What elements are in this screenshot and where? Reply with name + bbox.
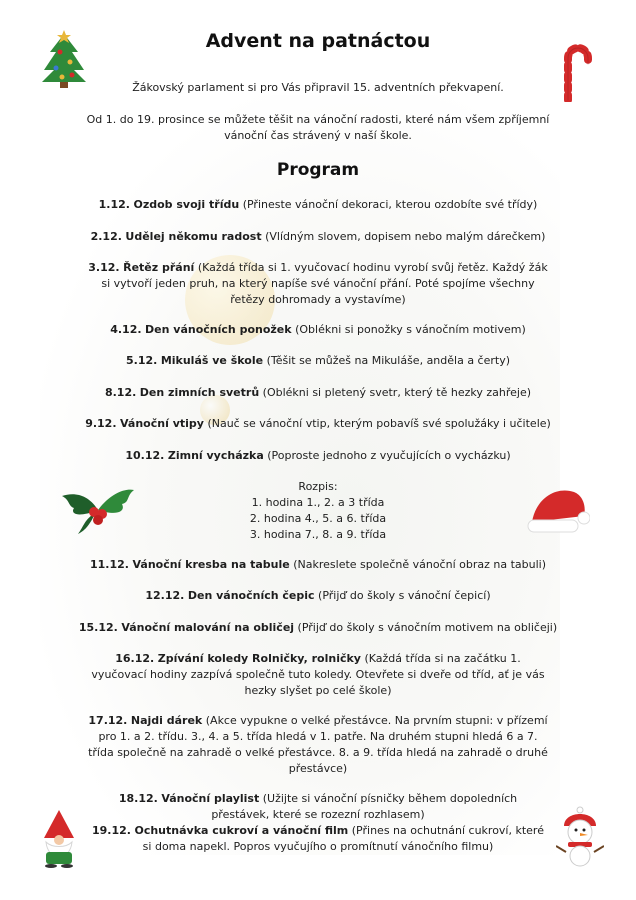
item-desc: (Nakreslete společně vánoční obraz na tabuli) <box>293 558 546 571</box>
program-item <box>86 651 550 699</box>
schedule-row: 2. hodina 4., 5. a 6. třída <box>249 512 387 525</box>
item-desc: (Přijď do školy s vánočním motivem na obličeji) <box>297 621 558 634</box>
item-desc: (Nauč se vánoční vtip, kterým pobavíš své spolužáky i učitele) <box>207 417 551 430</box>
item-name: Ochutnávka cukroví a vánoční film <box>134 824 349 837</box>
item-date: 17.12. <box>88 714 128 727</box>
item-name: Den zimních svetrů <box>139 386 260 399</box>
item-date: 15.12. <box>78 621 118 634</box>
item-name: Den vánočních ponožek <box>145 323 292 336</box>
item-desc: (Oblékni si pletený svetr, který tě hezky zahřeje) <box>262 386 532 399</box>
item-desc: (Přines na ochutnání cukroví, které si doma napekl. Popros vyučujího o promítnutí vánočního filmu) <box>142 824 544 853</box>
item-desc: (Užijte si vánoční písničky během dopoledních přestávek, které se rozezní rozhlasem) <box>211 792 518 821</box>
program-item <box>92 823 544 855</box>
schedule-row: 1. hodina 1., 2. a 3 třída <box>251 496 385 509</box>
item-date: 16.12. <box>115 652 155 665</box>
gnome-icon <box>38 808 80 868</box>
item-name: Najdi dárek <box>130 714 203 727</box>
item-name: Den vánočních čepic <box>187 589 315 602</box>
item-date: 18.12. <box>118 792 158 805</box>
item-name: Vánoční playlist <box>161 792 260 805</box>
item-name: Řetěz přání <box>123 261 195 274</box>
item-date: 12.12. <box>145 589 185 602</box>
program-item <box>60 416 576 432</box>
item-desc: (Každá třída si na začátku 1. vyučovací hodiny zazpívá společně tuto koledy. Otevřete si dveře od tříd, ať je vás hezky slyšet po celé škole) <box>91 652 545 697</box>
schedule-row: 3. hodina 7., 8. a 9. třída <box>249 528 387 541</box>
program-item <box>70 557 566 573</box>
intro-text: Od 1. do 19. prosince se můžete těšit na vánoční radosti, které nám všem zpříjemní vánoční čas strávený v naší škole. <box>86 113 550 142</box>
item-desc: (Oblékni si ponožky s vánočním motivem) <box>295 323 526 336</box>
item-desc: (Vlídným slovem, dopisem nebo malým dárečkem) <box>265 230 546 243</box>
item-name: Udělej někomu radost <box>125 230 262 243</box>
item-date: 10.12. <box>125 449 165 462</box>
program-item <box>80 353 556 369</box>
item-date: 2.12. <box>90 230 122 243</box>
item-name: Vánoční kresba na tabule <box>132 558 290 571</box>
item-desc: (Každá třída si 1. vyučovací hodinu vyrobí svůj řetěz. Každý žák si vytvoří jeden pruh, na který napíše své vánoční přání. Poté spojíme všechny řetězy dohromady a vystavíme) <box>101 261 548 306</box>
snowman-icon <box>556 806 604 868</box>
program-item <box>80 322 556 338</box>
intro-text: Žákovský parlament si pro Vás připravil 15. adventních překvapení. <box>132 81 504 94</box>
program-item <box>80 588 556 604</box>
item-name: Mikuláš ve škole <box>160 354 264 367</box>
item-date: 4.12. <box>110 323 142 336</box>
item-date: 19.12. <box>92 824 131 837</box>
item-desc: (Přijď do školy s vánoční čepicí) <box>318 589 491 602</box>
item-name: Vánoční malování na obličej <box>121 621 295 634</box>
item-desc: (Poproste jednoho z vyučujících o vycházku) <box>267 449 511 462</box>
item-date: 11.12. <box>90 558 129 571</box>
schedule-label: Rozpis: <box>298 480 338 493</box>
item-date: 5.12. <box>125 354 158 367</box>
item-name: Zimní vycházka <box>167 449 264 462</box>
program-item <box>86 713 550 777</box>
schedule-block <box>0 479 636 543</box>
program-item <box>80 229 556 245</box>
item-desc: (Akce vypukne o velké přestávce. Na prvním stupni: v přízemí pro 1. a 2. třídu. 3., 4. a 5. třída hledá v 1. patře. Na druhém stupni hledá 6 a 7. třída společně na zahradě o velké přestávce. 8. a 9. třída hledá na zahradě o druhé přestávce) <box>88 714 548 775</box>
item-name: Zpívání koledy Rolničky, rolničky <box>157 652 361 665</box>
item-desc: (Těšit se můžeš na Mikuláše, anděla a čerty) <box>266 354 511 367</box>
program-item <box>80 385 556 401</box>
program-item <box>52 620 584 636</box>
item-desc: (Přineste vánoční dekoraci, kterou ozdobíte své třídy) <box>242 198 538 211</box>
program-item <box>84 260 552 308</box>
page-title: Advent na patnáctou <box>205 30 431 52</box>
item-date: 9.12. <box>85 417 117 430</box>
item-date: 3.12. <box>88 261 120 274</box>
program-item <box>90 791 546 823</box>
item-date: 1.12. <box>98 198 130 211</box>
program-item <box>80 448 556 464</box>
item-date: 8.12. <box>104 386 137 399</box>
program-heading: Program <box>276 160 360 180</box>
item-name: Ozdob svoji třídu <box>133 198 240 211</box>
item-name: Vánoční vtipy <box>120 417 204 430</box>
program-item <box>80 197 556 213</box>
